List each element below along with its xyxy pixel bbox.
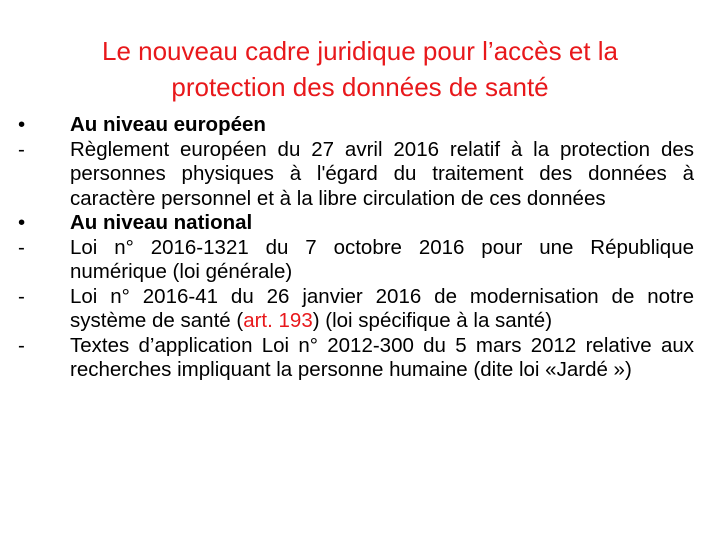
list-item-text (70, 285, 694, 333)
text-after: ) (loi spécifique à la santé) (312, 309, 553, 332)
bullet-marker: • (18, 113, 26, 136)
dash-marker: - (18, 137, 25, 161)
dash-marker: - (18, 333, 25, 357)
dash-marker: - (18, 284, 25, 308)
list-item-text: Loi n° 2016-1321 du 7 octobre 2016 pour une République numérique (loi générale) (70, 235, 694, 283)
bullet-marker: • (18, 211, 26, 234)
list-item-text: Règlement européen du 27 avril 2016 relatif à la protection des personnes physiques à l'égard du traitement des données à caractère personnel et à la libre circulation de ces données (70, 137, 694, 210)
title-line-2: protection des données de santé (171, 72, 549, 102)
slide-title (40, 33, 680, 105)
article-reference-link: art. 193 (243, 309, 313, 332)
list-item-loi-modernisation-sante (18, 285, 694, 334)
list-item-text: Au niveau national (70, 211, 253, 234)
dash-marker: - (18, 235, 25, 259)
list-item-reglement-europeen (18, 138, 694, 212)
title-line-1: Le nouveau cadre juridique pour l’accès et la (101, 36, 618, 66)
content-list (18, 113, 694, 383)
text-before: Loi n° 2016-41 du 26 janvier 2016 de modernisation de notre système de santé ( (70, 284, 694, 332)
list-item-european-level (18, 113, 694, 138)
list-item-national-level (18, 211, 694, 236)
list-item-textes-application (18, 334, 694, 383)
list-item-text: Au niveau européen (70, 113, 266, 136)
list-item-text: Textes d’application Loi n° 2012-300 du 5 mars 2012 relative aux recherches impliquant la personne humaine (dite loi «Jardé ») (70, 333, 694, 381)
list-item-loi-republique-numerique (18, 236, 694, 285)
